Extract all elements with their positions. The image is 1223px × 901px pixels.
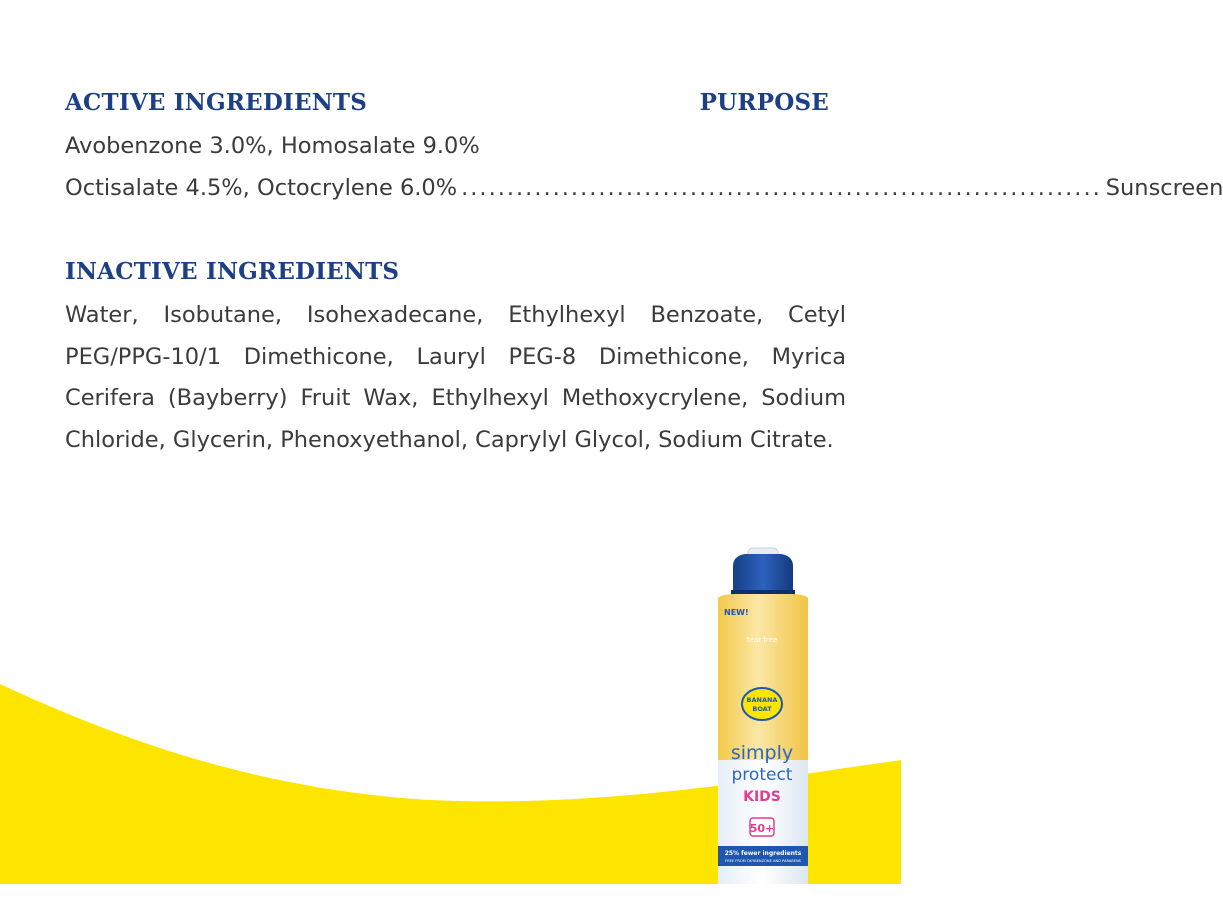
purpose-heading: PURPOSE	[699, 89, 829, 116]
dot-leader: ......................................................................	[461, 175, 1102, 201]
brand-logo-line-1: BANANA	[746, 696, 778, 704]
inactive-ingredients-text: Water, Isobutane, Isohexadecane, Ethylhexyl Benzoate, Cetyl PEG/PPG-10/1 Dimethicone, Lauryl PEG-8 Dimethicone, Myrica Cerifera (Bayberry) Fruit Wax, Ethylhexyl Methoxycrylene, Sodium Chloride, Glycerin, Phenoxyethanol, Caprylyl Glycol, Sodium Citrate.	[65, 302, 846, 453]
brand-logo-line-2: BOAT	[752, 705, 772, 713]
product-name-line-1: simply	[730, 742, 794, 764]
kids-label: KIDS	[743, 789, 781, 805]
product-name-line-2: protect	[731, 765, 793, 785]
tear-free-label: tear free	[747, 636, 778, 644]
bottom-white-band	[0, 884, 901, 901]
active-ingredients-line-1: Avobenzone 3.0%, Homosalate 9.0%	[65, 133, 480, 159]
claim-sub-label: FREE FROM OXYBENZONE AND PARABENS	[725, 859, 801, 863]
inactive-ingredients-heading: INACTIVE INGREDIENTS	[65, 258, 400, 285]
claim-label: 25% fewer ingredients	[724, 850, 802, 857]
new-badge: NEW!	[724, 608, 749, 617]
active-ingredients-heading: ACTIVE INGREDIENTS	[65, 89, 368, 116]
spf-badge: 50+	[749, 822, 775, 835]
active-ingredients-line-2-text: Octisalate 4.5%, Octocrylene 6.0%	[65, 175, 458, 201]
purpose-value: Sunscreen	[1105, 175, 1223, 201]
